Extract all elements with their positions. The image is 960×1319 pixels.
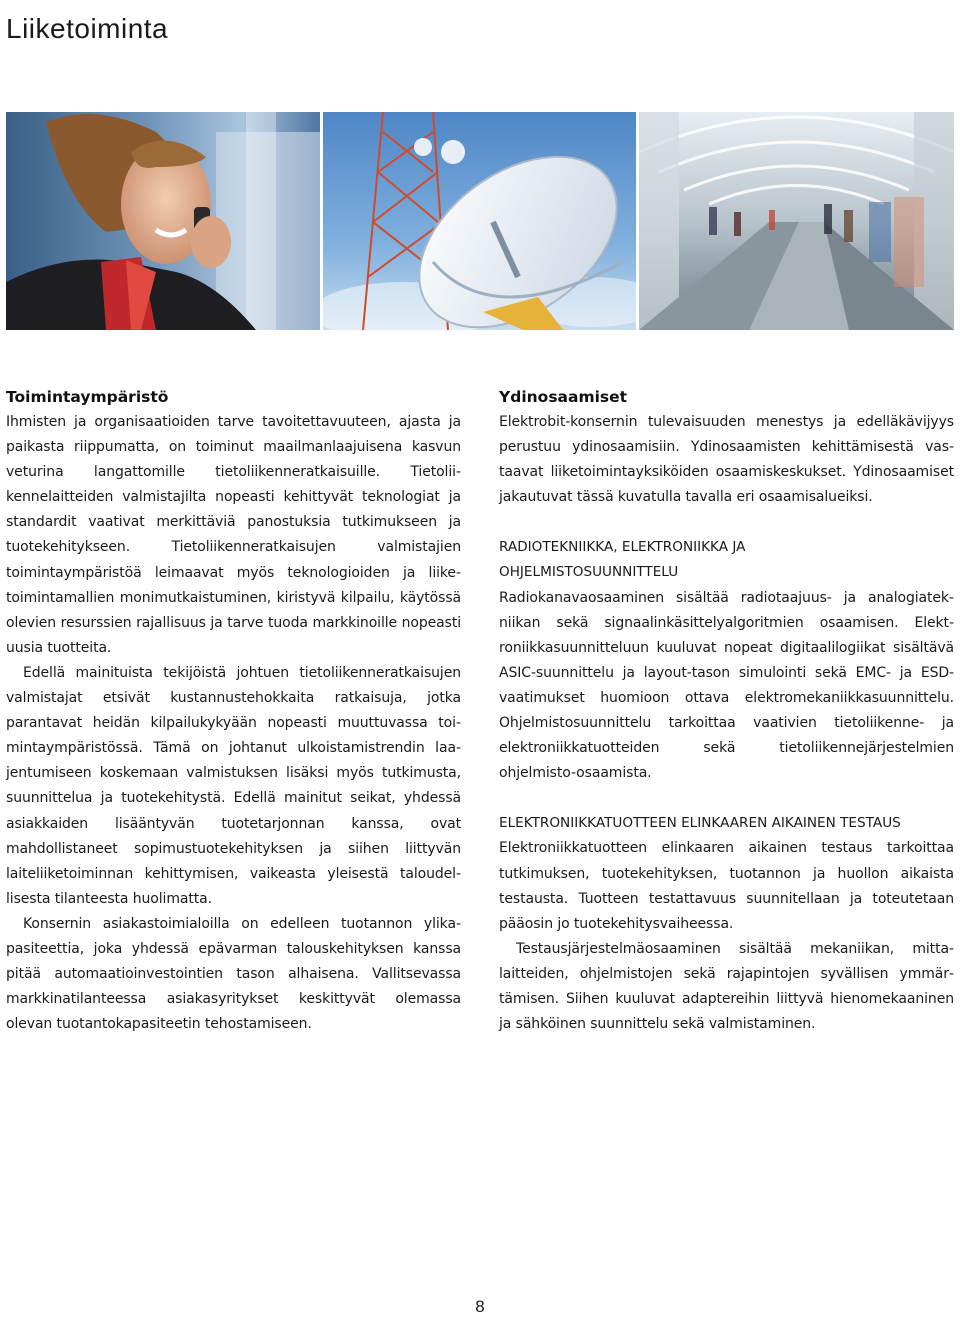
paragraph: Ihmisten ja organisaatioiden tarve tavoitettavuuteen, ajasta ja paikasta riippumatta, on toiminut maailmanlaajuisena kasvun veturina langattomille tietoliikenneratkaisuille. Tietoliikennelaitteiden valmistajilta nopeasti kehittyvät teknologiat ja standardit vaativat merkittäviä panostuksia tutkimukseen ja tuotekehitykseen. Tietoliikenneratkaisujen valmistajien toimintaympäristöä leimaavat myös teknologioiden ja liiketoimintamallien monimutkaistuminen, kiristyvä kilpailu, käytössä olevien resurssien rajallisuus ja tarve tuoda markkinoille nopeasti uusia tuotteita. <box>6 414 461 656</box>
intro-paragraph: Elektrobit-konsernin tulevaisuuden menestys ja edelläkävijyys perustuu ydinosaamisiin. Ydinosaamisten kehittämisestä vastaavat liiketoimintayksiköiden osaamiskeskukset. Ydinosaamiset jakautuvat tässä kuvatulla tavalla eri osaamisalueiksi. <box>499 414 954 506</box>
paragraph: Konsernin asiakastoimialoilla on edelleen tuotannon ylikapasiteettia, joka yhdessä epävarman talouskehityksen kanssa pitää automaatioinvestointien tason alhaisena. Vallitsevassa markkinatilanteessa asiakasyritykset keskittyvät olemassa olevan tuotantokapasiteetin tehostamiseen. <box>6 915 461 1033</box>
page-number: 8 <box>475 1297 485 1316</box>
paragraph: Radiokanavaosaaminen sisältää radiotaajuus- ja analogiatekniikan sekä signaalinkäsittelyalgoritmien osaamisen. Elektroniikkasuunnitteluun kuuluvat nopeat digitaalilogiikat sisältävä ASIC-suunnittelu ja layout-tason simulointi sekä EMC- ja ESD-vaatimukset huomioon ottava elektromekaniikkasuunnittelu. Ohjelmistosuunnittelu tarkoittaa vaativien tietoliikenne- ja elektroniikkatuotteiden sekä tietoliikennejärjestelmien ohjelmisto-osaamista. <box>499 589 954 782</box>
page-title: Liiketoiminta <box>6 12 169 44</box>
section-heading-ydinosaamiset: Ydinosaamiset <box>499 388 628 406</box>
satellite-dish-tower-photo <box>323 112 636 330</box>
paragraph: Edellä mainituista tekijöistä johtuen tietoliikenneratkaisujen valmistajat etsivät kustannustehokkaita ratkaisuja, jotka parantavat heidän kilpailukykyään nopeasti muuttuvassa toimintaympäristössä. Tämä on johtanut ulkoistamistrendin laajentumiseen koskemaan valmistuksen lisäksi myös tutkimusta, suunnittelua ja tuotekehitystä. Edellä mainitut seikat, yhdessä asiakkaiden lisääntyvän tuotetarjonnan kanssa, ovat mahdollistaneet sopimustuotekehityksen ja siihen liittyvän laiteliiketoiminnan kehittymisen, vaikeasta yleisestä taloudellisesta tilanteesta huolimatta. <box>6 664 461 907</box>
airport-walkway-photo <box>639 112 954 330</box>
paragraph: Elektroniikkatuotteen elinkaaren aikainen testaus tarkoittaa tutkimuksen, tuotekehityksen, tuotannon ja huollon aikaista testausta. Tuotteen testattavuus suunnitellaan ja toteutetaan pääosin jo tuotekehitysvaiheessa. <box>499 840 954 932</box>
subheading-testaus: ELEKTRONIIKKATUOTTEEN ELINKAAREN AIKAINEN TESTAUS <box>499 815 901 832</box>
section-heading-toimintaymparisto: Toimintaympäristö <box>6 388 169 406</box>
businesswoman-on-phone-photo <box>6 112 320 330</box>
subheading-radiotekniikka <box>499 535 954 585</box>
subheading-line: RADIOTEKNIIKKA, ELEKTRONIIKKA JA <box>499 539 746 556</box>
left-column <box>6 385 461 1037</box>
paragraph: Testausjärjestelmäosaaminen sisältää mekaniikan, mittalaitteiden, ohjelmistojen sekä rajapintojen syvällisen ymmärtämisen. Siihen kuuluvat adaptereihin liittyvä hienomekaaninen ja sähköinen suunnittelu sekä valmistaminen. <box>499 940 954 1033</box>
subheading-line: OHJELMISTOSUUNNITTELU <box>499 564 679 581</box>
right-column <box>499 385 954 1037</box>
